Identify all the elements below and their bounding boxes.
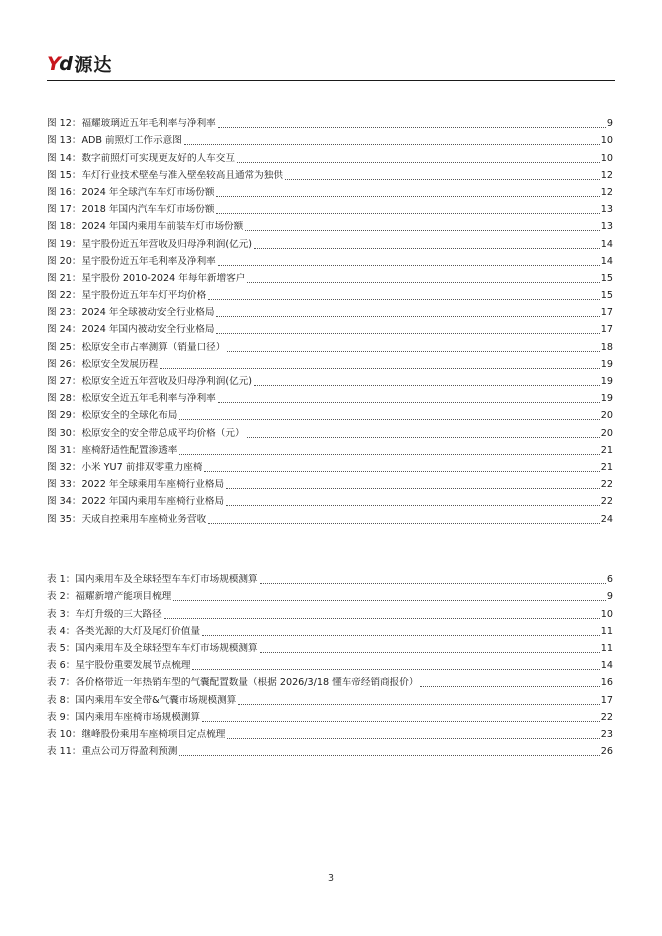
table-entry[interactable] — [47, 724, 613, 741]
entry-title: 星宇股份近五年车灯平均价格 — [81, 290, 207, 302]
entry-label: 图 21： — [47, 272, 82, 284]
entry-page-number: 13 — [600, 221, 613, 233]
dot-leader — [227, 351, 599, 352]
page-number: 3 — [327, 873, 335, 884]
dot-leader — [216, 333, 599, 334]
entry-page-number: 12 — [600, 169, 613, 181]
entry-page-number: 9 — [606, 591, 613, 603]
header-divider — [47, 80, 615, 81]
figure-entry[interactable] — [47, 319, 613, 336]
entry-page-number: 6 — [606, 574, 613, 586]
figure-entry[interactable] — [47, 113, 613, 130]
figure-entry[interactable] — [47, 233, 613, 250]
entry-title: 星宇股份近五年毛利率及净利率 — [81, 255, 216, 267]
entry-title: 座椅舒适性配置渗透率 — [81, 444, 178, 456]
entry-label: 图 23： — [47, 307, 82, 319]
entry-label: 图 17： — [47, 204, 82, 216]
dot-leader — [204, 471, 599, 472]
dot-leader — [247, 437, 600, 438]
entry-title: 松原安全近五年营收及归母净利润(亿元) — [81, 376, 253, 387]
entry-title: 松原安全的全球化布局 — [81, 410, 178, 422]
figure-entry[interactable] — [47, 422, 613, 439]
entry-title: 福耀玻璃近五年毛利率与净利率 — [81, 118, 216, 130]
figure-entry[interactable] — [47, 336, 613, 353]
entry-label: 图 25： — [47, 341, 82, 353]
entry-label: 图 20： — [47, 255, 82, 267]
dot-leader — [237, 162, 600, 163]
entry-title: 福耀新增产能项目梳理 — [75, 591, 172, 603]
figure-entry[interactable] — [47, 302, 613, 319]
dot-leader — [285, 179, 600, 180]
entry-label: 图 12： — [47, 118, 82, 130]
figure-entry[interactable] — [47, 182, 613, 199]
figure-entry[interactable] — [47, 508, 613, 525]
figure-entry[interactable] — [47, 371, 613, 388]
table-entry[interactable] — [47, 655, 613, 672]
entry-page-number: 12 — [600, 186, 613, 198]
figure-entry[interactable] — [47, 457, 613, 474]
table-index — [47, 569, 613, 758]
table-entry[interactable] — [47, 741, 613, 758]
entry-label: 表 9： — [47, 711, 76, 723]
figure-entry[interactable] — [47, 474, 613, 491]
entry-label: 表 1： — [47, 574, 76, 586]
figure-entry[interactable] — [47, 268, 613, 285]
figure-entry[interactable] — [47, 165, 613, 182]
entry-title: 松原安全市占率测算（销量口径） — [81, 341, 226, 353]
entry-title: 国内乘用车及全球轻型车车灯市场规模测算 — [75, 574, 258, 586]
entry-page-number: 21 — [600, 461, 613, 473]
entry-title: 国内乘用车座椅市场规模测算 — [75, 711, 201, 723]
page-header — [47, 50, 615, 80]
entry-title: 2018 年国内汽车车灯市场份额 — [81, 204, 215, 216]
dot-leader — [420, 686, 599, 687]
table-entry[interactable] — [47, 586, 613, 603]
entry-label: 表 6： — [47, 660, 76, 672]
dot-leader — [160, 368, 600, 369]
entry-title: 2024 年国内乘用车前装车灯市场份额 — [81, 221, 244, 233]
entry-page-number: 18 — [600, 341, 613, 353]
entry-label: 图 34： — [47, 496, 82, 508]
entry-label: 表 8： — [47, 694, 76, 706]
entry-page-number: 10 — [600, 608, 613, 620]
dot-leader — [216, 316, 599, 317]
entry-page-number: 11 — [600, 625, 613, 637]
entry-label: 图 15： — [47, 169, 82, 181]
entry-title: 继峰股份乘用车座椅项目定点梳理 — [81, 728, 226, 740]
entry-label: 图 28： — [47, 393, 82, 405]
entry-label: 图 16： — [47, 186, 82, 198]
entry-label: 图 29： — [47, 410, 82, 422]
dot-leader — [218, 402, 600, 403]
table-entry[interactable] — [47, 621, 613, 638]
figure-entry[interactable] — [47, 251, 613, 268]
dot-leader — [226, 505, 600, 506]
entry-label: 图 33： — [47, 479, 82, 491]
dot-leader — [173, 600, 606, 601]
table-entry[interactable] — [47, 672, 613, 689]
dot-leader — [164, 618, 600, 619]
entry-page-number: 22 — [600, 496, 613, 508]
dot-leader — [254, 248, 600, 249]
entry-title: 车灯升级的三大路径 — [75, 608, 162, 620]
entry-label: 图 24： — [47, 324, 82, 336]
entry-title: ADB 前照灯工作示意图 — [81, 135, 182, 147]
entry-label: 图 31： — [47, 444, 82, 456]
entry-label: 表 7： — [47, 677, 76, 689]
entry-page-number: 16 — [600, 677, 613, 689]
entry-title: 2024 年全球被动安全行业格局 — [81, 307, 215, 319]
figure-entry[interactable] — [47, 491, 613, 508]
dot-leader — [202, 721, 600, 722]
entry-title: 2022 年国内乘用车座椅行业格局 — [81, 496, 225, 508]
dot-leader — [184, 144, 600, 145]
table-entry[interactable] — [47, 638, 613, 655]
entry-page-number: 17 — [600, 694, 613, 706]
entry-label: 表 4： — [47, 625, 76, 637]
entry-page-number: 20 — [600, 427, 613, 439]
entry-label: 图 30： — [47, 427, 82, 439]
entry-title: 星宇股份近五年营收及归母净利润(亿元) — [81, 238, 253, 250]
entry-page-number: 22 — [600, 479, 613, 491]
entry-page-number: 19 — [600, 393, 613, 405]
dot-leader — [238, 704, 599, 705]
figure-entry[interactable] — [47, 216, 613, 233]
dot-leader — [227, 738, 599, 739]
dot-leader — [179, 419, 599, 420]
table-entry[interactable] — [47, 689, 613, 706]
dot-leader — [254, 385, 600, 386]
entry-label: 表 10： — [47, 728, 82, 740]
entry-page-number: 26 — [600, 746, 613, 758]
figure-entry[interactable] — [47, 440, 613, 457]
entry-page-number: 10 — [600, 135, 613, 147]
entry-page-number: 22 — [600, 711, 613, 723]
entry-title: 2022 年全球乘用车座椅行业格局 — [81, 479, 225, 491]
entry-page-number: 19 — [600, 376, 613, 387]
entry-page-number: 13 — [600, 204, 613, 216]
entry-label: 图 35： — [47, 513, 82, 525]
entry-page-number: 10 — [600, 152, 613, 164]
entry-title: 松原安全近五年毛利率与净利率 — [81, 393, 216, 405]
entry-title: 星宇股份重要发展节点梳理 — [75, 660, 191, 672]
entry-label: 表 11： — [47, 746, 82, 758]
dot-leader — [218, 265, 600, 266]
figure-entry[interactable] — [47, 354, 613, 371]
entry-page-number: 23 — [600, 728, 613, 740]
dot-leader — [245, 230, 600, 231]
logo-mark — [47, 53, 71, 75]
entry-label: 表 5： — [47, 642, 76, 654]
entry-label: 表 2： — [47, 591, 76, 603]
figure-entry[interactable] — [47, 405, 613, 422]
figure-entry[interactable] — [47, 199, 613, 216]
dot-leader — [179, 755, 599, 756]
entry-page-number: 17 — [600, 307, 613, 319]
dot-leader — [216, 196, 599, 197]
logo-letter-d: d — [59, 53, 72, 75]
entry-title: 星宇股份 2010-2024 年每年新增客户 — [81, 272, 246, 284]
entry-title: 天成自控乘用车座椅业务营收 — [81, 513, 207, 525]
entry-page-number: 11 — [600, 642, 613, 654]
entry-label: 图 27： — [47, 376, 82, 387]
dot-leader — [179, 454, 599, 455]
figure-entry[interactable] — [47, 285, 613, 302]
entry-page-number: 14 — [600, 255, 613, 267]
entry-title: 各价格带近一年热销车型的气囊配置数量（根据 2026/3/18 懂车帝经销商报价） — [75, 677, 419, 689]
figure-entry[interactable] — [47, 388, 613, 405]
dot-leader — [218, 127, 606, 128]
entry-page-number: 24 — [600, 513, 613, 525]
entry-label: 图 26： — [47, 358, 82, 370]
entry-title: 2024 年国内被动安全行业格局 — [81, 324, 215, 336]
dot-leader — [216, 213, 599, 214]
entry-label: 表 3： — [47, 608, 76, 620]
entry-label: 图 14： — [47, 152, 82, 164]
entry-label: 图 32： — [47, 461, 82, 473]
entry-title: 小米 YU7 前排双零重力座椅 — [81, 461, 203, 473]
dot-leader — [226, 488, 600, 489]
logo-letter-y: Y — [47, 53, 60, 75]
entry-page-number: 14 — [600, 238, 613, 250]
entry-label: 图 22： — [47, 290, 82, 302]
table-entry[interactable] — [47, 707, 613, 724]
entry-title: 各类光源的大灯及尾灯价值量 — [75, 625, 201, 637]
figure-entry[interactable] — [47, 147, 613, 164]
dot-leader — [202, 635, 600, 636]
dot-leader — [192, 669, 599, 670]
entry-title: 车灯行业技术壁垒与准入壁垒较高且通常为独供 — [81, 169, 283, 181]
entry-page-number: 14 — [600, 660, 613, 672]
entry-page-number: 19 — [600, 358, 613, 370]
entry-title: 国内乘用车及全球轻型车车灯市场规模测算 — [75, 642, 258, 654]
entry-label: 图 18： — [47, 221, 82, 233]
dot-leader — [260, 652, 600, 653]
figure-index — [47, 113, 613, 526]
table-entry[interactable] — [47, 603, 613, 620]
logo-wordmark: 源达 — [74, 55, 113, 76]
entry-title: 国内乘用车安全带&气囊市场规模测算 — [75, 694, 237, 706]
dot-leader — [208, 523, 600, 524]
entry-page-number: 15 — [600, 272, 613, 284]
company-logo — [47, 50, 615, 78]
entry-page-number: 20 — [600, 410, 613, 422]
entry-page-number: 21 — [600, 444, 613, 456]
entry-title: 数字前照灯可实现更友好的人车交互 — [81, 152, 235, 164]
figure-entry[interactable] — [47, 130, 613, 147]
dot-leader — [208, 299, 600, 300]
dot-leader — [260, 583, 606, 584]
entry-page-number: 15 — [600, 290, 613, 302]
entry-title: 2024 年全球汽车车灯市场份额 — [81, 186, 215, 198]
entry-title: 松原安全的安全带总成平均价格（元） — [81, 427, 245, 439]
entry-label: 图 19： — [47, 238, 82, 250]
entry-title: 重点公司万得盈利预测 — [81, 746, 178, 758]
entry-page-number: 17 — [600, 324, 613, 336]
table-entry[interactable] — [47, 569, 613, 586]
entry-label: 图 13： — [47, 135, 82, 147]
dot-leader — [247, 282, 599, 283]
entry-page-number: 9 — [606, 118, 613, 130]
entry-title: 松原安全发展历程 — [81, 358, 159, 370]
